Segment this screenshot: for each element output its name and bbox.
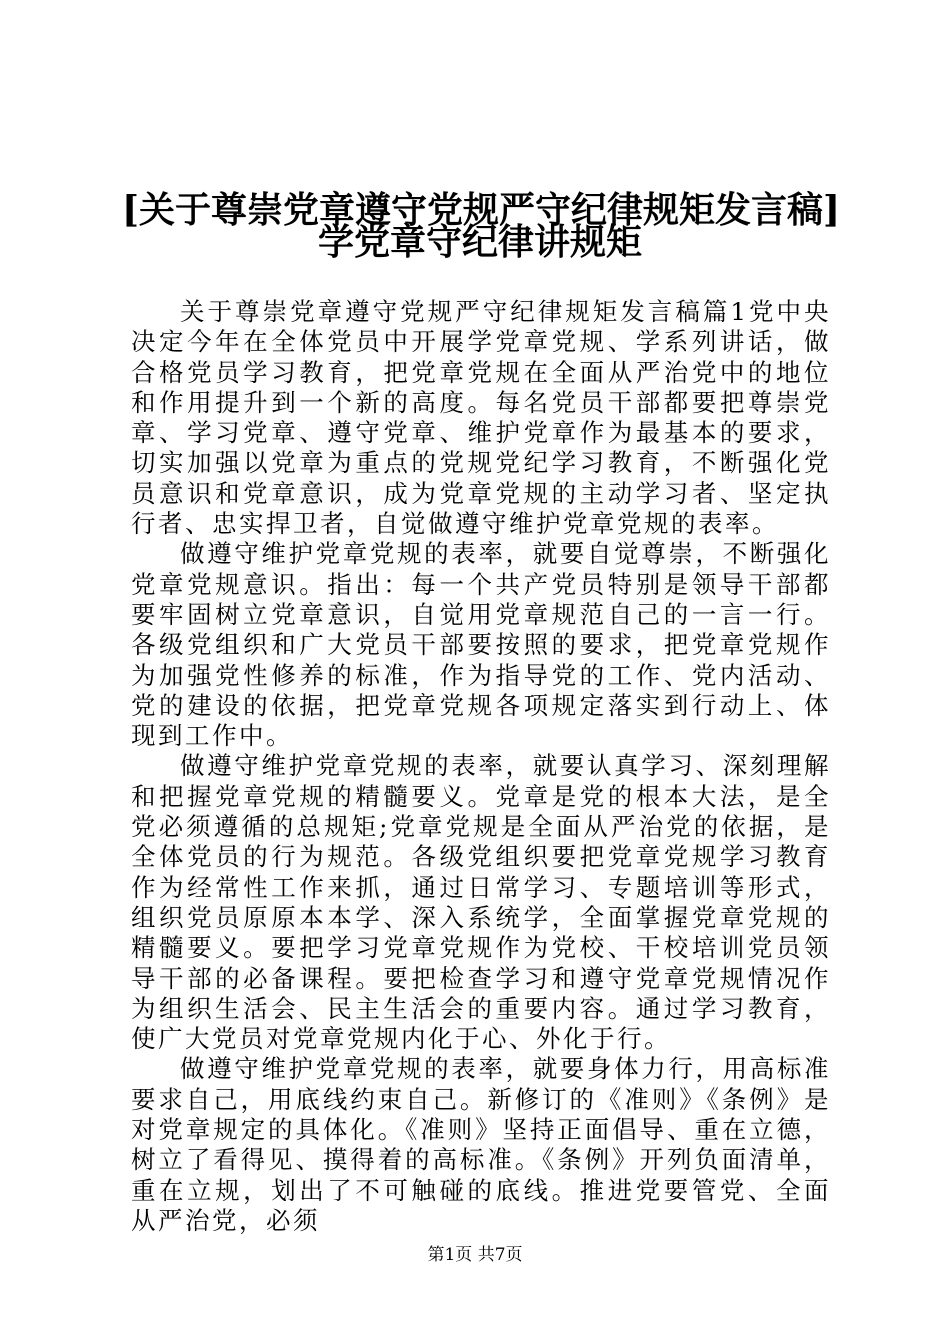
paragraph-2: 做遵守维护党章党规的表率，就要自觉尊崇，不断强化党章党规意识。指出：每一个共产党员特别是领导干部都要牢固树立党章意识，自觉用党章规范自己的一言一行。各级党组织和广大党员干部要按照的要求，把党章党规作为加强党性修养的标准，作为指导党的工作、党内活动、党的建设的依据，把党章党规各项规定落实到行动上、体现到工作中。 [131,539,831,751]
page-number-footer: 第1页 共7页 [427,1245,523,1265]
paragraph-4: 做遵守维护党章党规的表率，就要身体力行，用高标准要求自己，用底线约束自己。新修订的《准则》《条例》是对党章规定的具体化。《准则》坚持正面倡导、重在立德，树立了看得见、摸得着的高标准。《条例》开列负面清单，重在立规，划出了不可触碰的底线。推进党要管党、全面从严治党，必须 [131,1054,831,1235]
paragraph-1: 关于尊崇党章遵守党规严守纪律规矩发言稿篇1党中央决定今年在全体党员中开展学党章党规、学系列讲话，做合格党员学习教育，把党章党规在全面从严治党中的地位和作用提升到一个新的高度。每名党员干部都要把尊崇党章、学习党章、遵守党章、维护党章作为最基本的要求，切实加强以党章为重点的党规党纪学习教育，不断强化党员意识和党章意识，成为党章党规的主动学习者、坚定执行者、忠实捍卫者，自觉做遵守维护党章党规的表率。 [131,297,831,539]
paragraph-3: 做遵守维护党章党规的表率，就要认真学习、深刻理解和把握党章党规的精髓要义。党章是党的根本大法，是全党必须遵循的总规矩;党章党规是全面从严治党的依据，是全体党员的行为规范。各级党组织要把党章党规学习教育作为经常性工作来抓，通过日常学习、专题培训等形式，组织党员原原本本学、深入系统学，全面掌握党章党规的精髓要义。要把学习党章党规作为党校、干校培训党员领导干部的必备课程。要把检查学习和遵守党章党规情况作为组织生活会、民主生活会的重要内容。通过学习教育，使广大党员对党章党规内化于心、外化于行。 [131,751,831,1054]
document-body [131,297,831,1236]
document-title-line-2: 学党章守纪律讲规矩 [317,221,642,263]
document-title-line-1: [关于尊崇党章遵守党规严守纪律规矩发言稿] [122,189,841,231]
